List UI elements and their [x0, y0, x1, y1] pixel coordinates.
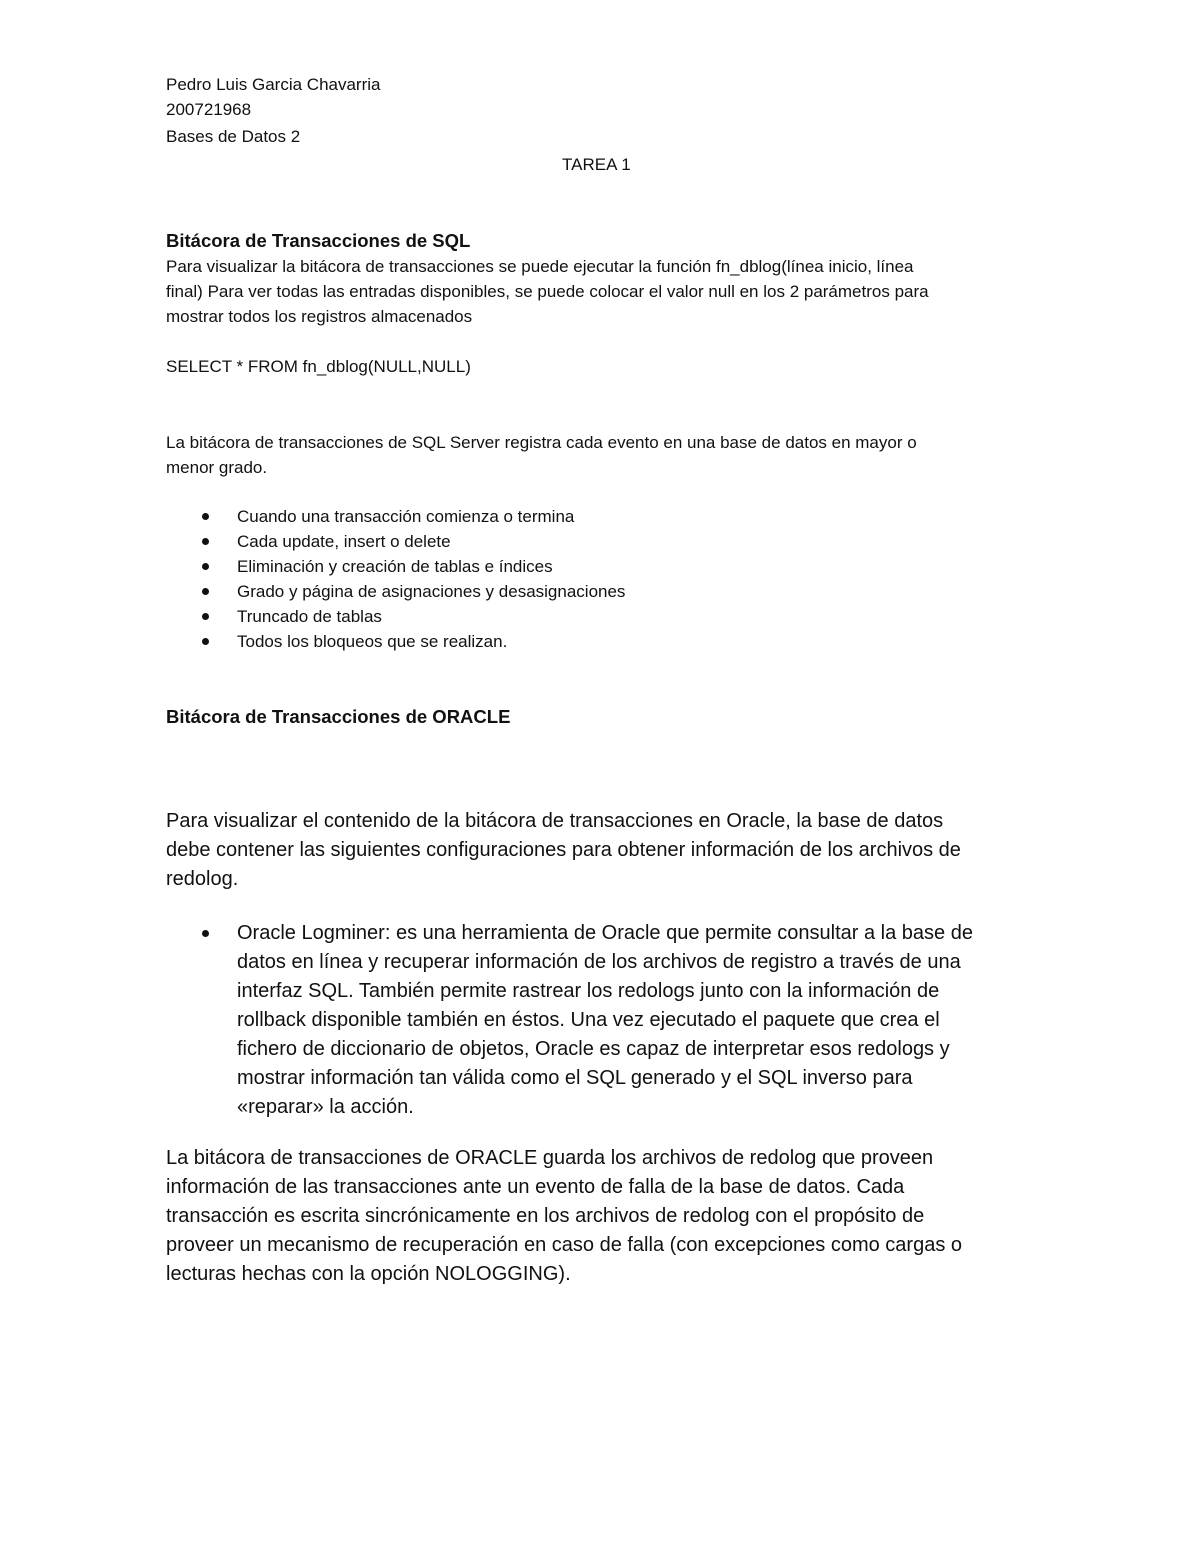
sql-query: SELECT * FROM fn_dblog(NULL,NULL) — [166, 357, 471, 376]
logminer-line: mostrar información tan válida como el SQL generado y el SQL inverso para — [237, 1067, 913, 1089]
bullet-icon — [202, 538, 209, 545]
list-item: Cuando una transacción comienza o termina — [237, 507, 575, 526]
oracle-closing-line: transacción es escrita sincrónicamente en los archivos de redolog con el propósito de — [166, 1205, 925, 1227]
logminer-line: «reparar» la acción. — [237, 1096, 414, 1118]
logminer-line: rollback disponible también en éstos. Una vez ejecutado el paquete que crea el — [237, 1009, 940, 1031]
bullet-icon — [202, 588, 209, 595]
bullet-icon — [202, 613, 209, 620]
logminer-line: fichero de diccionario de objetos, Oracle es capaz de interpretar esos redologs y — [237, 1038, 950, 1060]
oracle-closing-line: información de las transacciones ante un evento de falla de la base de datos. Cada — [166, 1176, 905, 1198]
student-id: 200721968 — [166, 100, 252, 119]
logminer-line: interfaz SQL. También permite rastrear los redologs junto con la información de — [237, 980, 940, 1002]
list-item: Cada update, insert o delete — [237, 532, 451, 551]
oracle-closing-line: La bitácora de transacciones de ORACLE guarda los archivos de redolog que proveen — [166, 1147, 934, 1169]
logminer-line: datos en línea y recuperar información de los archivos de registro a través de una — [237, 951, 961, 973]
sql-description-line: La bitácora de transacciones de SQL Server registra cada evento en una base de datos en mayor o — [166, 433, 917, 452]
oracle-section-heading: Bitácora de Transacciones de ORACLE — [166, 706, 511, 727]
oracle-closing-line: lecturas hechas con la opción NOLOGGING). — [166, 1263, 571, 1285]
list-item: Grado y página de asignaciones y desasignaciones — [237, 582, 626, 601]
bullet-icon — [202, 513, 209, 520]
oracle-intro-line: debe contener las siguientes configuraciones para obtener información de los archivos de — [166, 839, 961, 861]
logminer-line: Oracle Logminer: es una herramienta de Oracle que permite consultar a la base de — [237, 922, 973, 944]
bullet-icon — [202, 930, 209, 937]
bullet-icon — [202, 638, 209, 645]
bullet-icon — [202, 563, 209, 570]
sql-intro-line: mostrar todos los registros almacenados — [166, 307, 473, 326]
oracle-intro-line: Para visualizar el contenido de la bitácora de transacciones en Oracle, la base de datos — [166, 810, 944, 832]
sql-intro-line: final) Para ver todas las entradas disponibles, se puede colocar el valor null en los 2 parámetros para — [166, 282, 929, 301]
author-name: Pedro Luis Garcia Chavarria — [166, 75, 381, 94]
list-item: Todos los bloqueos que se realizan. — [237, 632, 508, 651]
sql-section-heading: Bitácora de Transacciones de SQL — [166, 230, 471, 251]
list-item: Truncado de tablas — [237, 607, 382, 626]
list-item: Eliminación y creación de tablas e índices — [237, 557, 553, 576]
oracle-intro-line: redolog. — [166, 868, 239, 890]
sql-description-line: menor grado. — [166, 458, 268, 477]
oracle-closing-line: proveer un mecanismo de recuperación en caso de falla (con excepciones como cargas o — [166, 1234, 962, 1256]
sql-intro-line: Para visualizar la bitácora de transacciones se puede ejecutar la función fn_dblog(línea inicio, línea — [166, 257, 914, 276]
course-name: Bases de Datos 2 — [166, 127, 301, 146]
document-title: TAREA 1 — [562, 155, 631, 174]
